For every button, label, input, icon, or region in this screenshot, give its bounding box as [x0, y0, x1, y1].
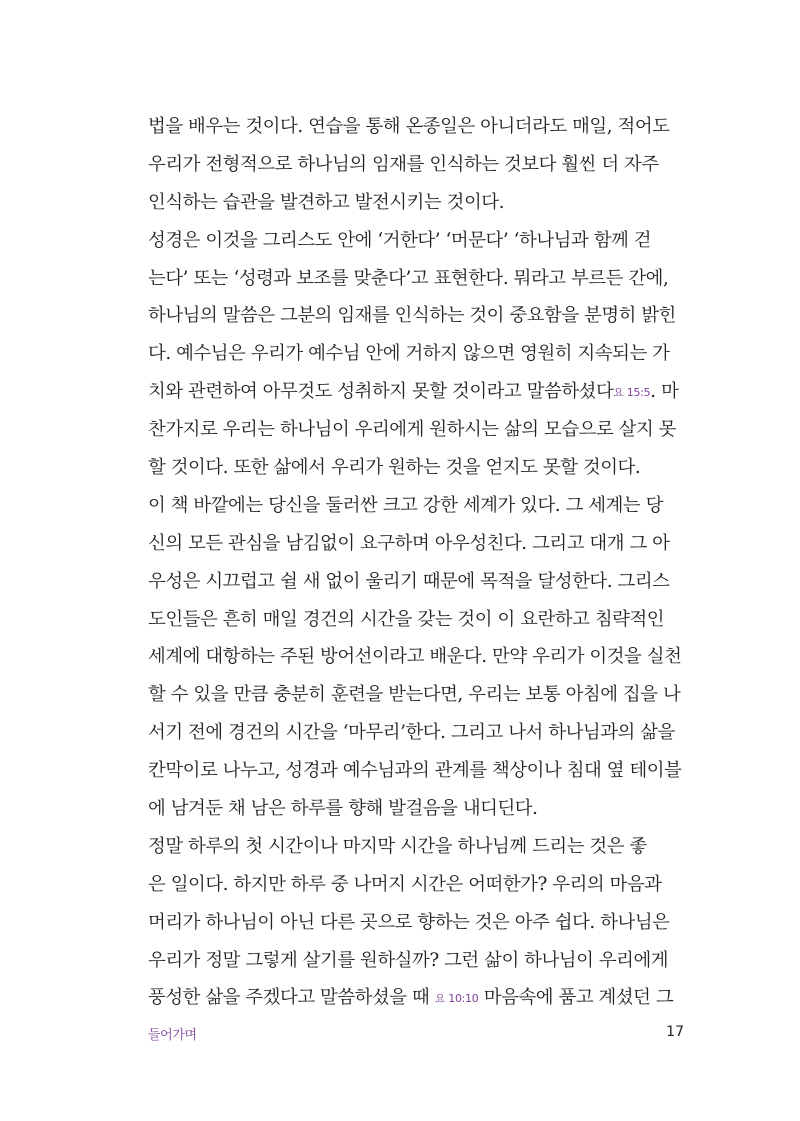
text-line: 머리가 하나님이 아닌 다른 곳으로 향하는 것은 아주 쉽다. 하나님은: [148, 911, 670, 933]
text-line: 우리가 정말 그렇게 살기를 원하실까? 그런 삶이 하나님이 우리에게: [148, 949, 669, 971]
text-line-segment: 풍성한 삶을 주겠다고 말씀하셨을 때: [148, 987, 430, 1009]
body-text: [148, 108, 688, 1017]
text-line: 칸막이로 나누고, 성경과 예수님과의 관계를 책상이나 침대 옆 테이블: [148, 760, 682, 782]
text-line: 는다’ 또는 ‘성령과 보조를 맞춘다’고 표현한다. 뭐라고 부르든 간에,: [148, 267, 669, 289]
text-line: 성경은 이것을 그리스도 안에 ‘거한다’ ‘머문다’ ‘하나님과 함께 걷: [148, 229, 652, 251]
text-line: 신의 모든 관심을 남김없이 요구하며 아우성친다. 그리고 대개 그 아: [148, 532, 670, 554]
text-line-segment: 마음속에 품고 계셨던 그: [478, 987, 674, 1009]
text-line-segment: . 마: [650, 381, 679, 403]
text-line: 도인들은 흔히 매일 경건의 시간을 갖는 것이 이 요란하고 침략적인: [148, 608, 665, 630]
text-line: 하나님의 말씀은 그분의 임재를 인식하는 것이 중요함을 분명히 밝힌: [148, 305, 676, 327]
text-line: 다. 예수님은 우리가 예수님 안에 거하지 않으면 영원히 지속되는 가: [148, 343, 670, 365]
text-line: 할 것이다. 또한 삶에서 우리가 원하는 것을 얻지도 못할 것이다.: [148, 457, 641, 479]
text-line: 정말 하루의 첫 시간이나 마지막 시간을 하나님께 드리는 것은 좋: [148, 835, 647, 857]
text-line: 우성은 시끄럽고 쉴 새 없이 울리기 때문에 목적을 달성한다. 그리스: [148, 570, 670, 592]
text-line: 인식하는 습관을 발견하고 발전시키는 것이다.: [148, 191, 504, 213]
text-line: 세계에 대항하는 주된 방어선이라고 배운다. 만약 우리가 이것을 실천: [148, 646, 682, 668]
text-line: 서기 전에 경건의 시간을 ‘마무리’한다. 그리고 나서 하나님과의 삶을: [148, 722, 675, 744]
text-line: [148, 979, 688, 1017]
text-line: 찬가지로 우리는 하나님이 우리에게 원하시는 삶의 모습으로 살지 못: [148, 419, 676, 441]
text-line: 할 수 있을 만큼 충분히 훈련을 받는다면, 우리는 보통 아침에 집을 나: [148, 684, 681, 706]
text-line: [148, 373, 688, 411]
text-line: 은 일이다. 하지만 하루 중 나머지 시간은 어떠한가? 우리의 마음과: [148, 873, 662, 895]
text-line: 에 남겨둔 채 남은 하루를 향해 발걸음을 내디딘다.: [148, 798, 538, 820]
scripture-reference: 요 15:5: [613, 386, 651, 400]
text-line: 이 책 바깥에는 당신을 둘러싼 크고 강한 세계가 있다. 그 세계는 당: [148, 494, 663, 516]
text-line: 법을 배우는 것이다. 연습을 통해 온종일은 아니더라도 매일, 적어도: [148, 116, 670, 137]
scripture-reference: 요 10:10: [434, 992, 479, 1006]
page-number: 17: [666, 1024, 684, 1040]
text-line-segment: 치와 관련하여 아무것도 성취하지 못할 것이라고 말씀하셨다: [148, 381, 614, 403]
text-line: 우리가 전형적으로 하나님의 임재를 인식하는 것보다 훨씬 더 자주: [148, 153, 659, 175]
section-label: 들어가며: [148, 1028, 197, 1043]
